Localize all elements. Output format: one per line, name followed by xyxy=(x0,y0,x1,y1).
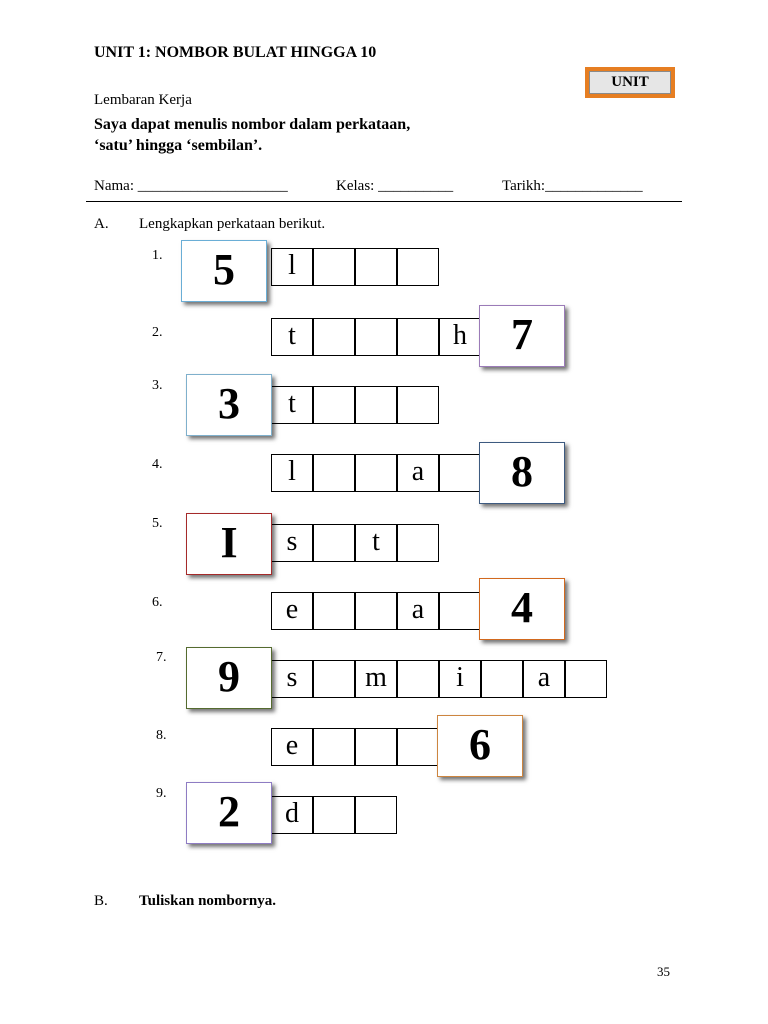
blank-letter-cell[interactable] xyxy=(355,592,397,630)
question-number: 2. xyxy=(152,325,163,340)
blank-letter-cell[interactable] xyxy=(397,248,439,286)
name-field: Nama: ____________________ xyxy=(94,178,288,194)
letter-cell: e xyxy=(271,728,313,766)
section-a-letter: A. xyxy=(94,216,109,232)
blank-letter-cell[interactable] xyxy=(439,592,481,630)
blank-letter-cell[interactable] xyxy=(313,248,355,286)
number-card: 3 xyxy=(186,374,272,436)
blank-letter-cell[interactable] xyxy=(313,660,355,698)
letter-cell: h xyxy=(439,318,481,356)
question-number: 4. xyxy=(152,457,163,472)
unit-badge xyxy=(585,67,675,98)
blank-letter-cell[interactable] xyxy=(355,248,397,286)
objective-line-2: ‘satu’ hingga ‘sembilan’. xyxy=(94,137,263,154)
learning-objective xyxy=(94,114,410,156)
letter-cell: i xyxy=(439,660,481,698)
blank-letter-cell[interactable] xyxy=(439,454,481,492)
page-number: 35 xyxy=(657,964,670,979)
blank-letter-cell[interactable] xyxy=(355,386,397,424)
date-field: Tarikh:_____________ xyxy=(502,178,643,194)
question-number: 5. xyxy=(152,516,163,531)
number-card: 6 xyxy=(437,715,523,777)
question-number: 6. xyxy=(152,595,163,610)
number-card: 4 xyxy=(479,578,565,640)
letter-cell: d xyxy=(271,796,313,834)
letter-cell: t xyxy=(355,524,397,562)
blank-letter-cell[interactable] xyxy=(355,728,397,766)
objective-line-1: Saya dapat menulis nombor dalam perkataan, xyxy=(94,116,411,133)
letter-cell: s xyxy=(271,524,313,562)
blank-letter-cell[interactable] xyxy=(355,318,397,356)
blank-letter-cell[interactable] xyxy=(565,660,607,698)
letter-cell: t xyxy=(271,318,313,356)
question-number: 7. xyxy=(156,650,167,665)
header-divider xyxy=(86,201,682,202)
unit-title: UNIT 1: NOMBOR BULAT HINGGA 10 xyxy=(94,44,377,61)
number-card: 9 xyxy=(186,647,272,709)
blank-letter-cell[interactable] xyxy=(397,318,439,356)
letter-cell: m xyxy=(355,660,397,698)
letter-cell: l xyxy=(271,454,313,492)
letter-cell: s xyxy=(271,660,313,698)
letter-cell: a xyxy=(397,454,439,492)
blank-letter-cell[interactable] xyxy=(481,660,523,698)
blank-letter-cell[interactable] xyxy=(355,796,397,834)
blank-letter-cell[interactable] xyxy=(397,728,439,766)
blank-letter-cell[interactable] xyxy=(355,454,397,492)
blank-letter-cell[interactable] xyxy=(397,660,439,698)
number-card: 5 xyxy=(181,240,267,302)
class-field: Kelas: __________ xyxy=(336,178,454,194)
blank-letter-cell[interactable] xyxy=(313,524,355,562)
letter-cell: a xyxy=(397,592,439,630)
blank-letter-cell[interactable] xyxy=(313,592,355,630)
letter-cell: e xyxy=(271,592,313,630)
question-number: 1. xyxy=(152,248,163,263)
sheet-type: Lembaran Kerja xyxy=(94,92,192,108)
letter-cell: l xyxy=(271,248,313,286)
number-card: 8 xyxy=(479,442,565,504)
blank-letter-cell[interactable] xyxy=(313,454,355,492)
question-number: 8. xyxy=(156,728,167,743)
letter-cell: a xyxy=(523,660,565,698)
blank-letter-cell[interactable] xyxy=(313,386,355,424)
number-card: I xyxy=(186,513,272,575)
blank-letter-cell[interactable] xyxy=(397,524,439,562)
number-card: 7 xyxy=(479,305,565,367)
question-number: 9. xyxy=(156,786,167,801)
question-number: 3. xyxy=(152,378,163,393)
blank-letter-cell[interactable] xyxy=(313,318,355,356)
blank-letter-cell[interactable] xyxy=(397,386,439,424)
section-b-instruction: Tuliskan nombornya. xyxy=(139,893,277,909)
blank-letter-cell[interactable] xyxy=(313,728,355,766)
letter-cell: t xyxy=(271,386,313,424)
blank-letter-cell[interactable] xyxy=(313,796,355,834)
section-a-instruction: Lengkapkan perkataan berikut. xyxy=(139,216,326,232)
section-b-letter: B. xyxy=(94,893,108,909)
number-card: 2 xyxy=(186,782,272,844)
unit-badge-label: UNIT xyxy=(589,71,671,94)
